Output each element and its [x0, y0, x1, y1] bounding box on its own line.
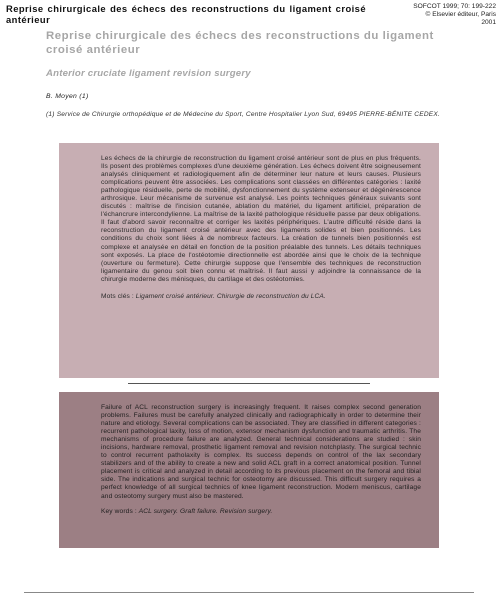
- affiliation: (1) Service de Chirurgie orthopédique et de Médecine du Sport, Centre Hospitalier Lyon Sud, 69495 PIERRE-BÉNITE CEDEX.: [46, 111, 441, 118]
- article-title-en: Anterior cruciate ligament revision surgery: [46, 68, 251, 79]
- footer-divider: [24, 592, 474, 593]
- journal-reference: [366, 3, 496, 28]
- author: B. Moyen (1): [46, 93, 89, 100]
- keywords-fr-items: Ligament croisé antérieur. Chirurgie de reconstruction du LCA.: [135, 292, 326, 300]
- abstract-en-body: Failure of ACL reconstruction surgery is increasingly frequent. It raises complex second generation problems. Failures must be carefully analyzed clinically and radiographically in order to determine their nature and etiology. Several complications can be associated. They are classified in different categories : recurrent pathological laxity, loss of motion, extensor mechanism dysfunction and traumatic arthritis. The mechanisms of procedure failure are analyzed. General technical considerations are studied : skin incisions, hardware removal, prosthetic ligament removal and revision notchplasty. The surgical technic to control recurrent patholaxity is complex. Its success depends on control of the lax secondary stabilizers and of the ability to create a new and solid ACL graft in a correct anatomical position. Tunnel placement is critical and analyzed in detail according to its previous placement on the femoral and tibial side. The indications and surgical technic for osteotomy are discussed. This difficult surgery requires a perfect knowledge of all surgical technics of knee ligament reconstruction. Modern meniscus, cartilage and osteotomy surgery must also be mastered.: [101, 404, 421, 500]
- abstract-fr: [59, 143, 439, 378]
- journal-publisher: © Elsevier éditeur, Paris: [425, 11, 496, 19]
- keywords-en: [101, 508, 421, 516]
- journal-citation: SOFCOT 1999; 70: 199-222: [413, 3, 496, 10]
- keywords-en-items: ACL surgery. Graft failure. Revision surgery.: [138, 507, 273, 515]
- keywords-en-label: Key words :: [101, 507, 137, 515]
- journal-year: 2001: [481, 19, 496, 27]
- keywords-fr-label: Mots clés :: [101, 292, 134, 300]
- abstract-fr-body: Les échecs de la chirurgie de reconstruction du ligament croisé antérieur sont de plus en plus fréquents. Ils posent des problèmes complexes d'une deuxième génération. Les échecs doivent être soigneusement analysés cliniquement et radiologiquement afin de déterminer leur nature et leurs causes. Plusieurs complications peuvent être associées. Les complications sont classées en différentes catégories : laxité pathologique résiduelle, perte de mobilité, dysfonctionnement du système extenseur et dégénérescence arthrosique. Leur mécanisme de survenue est analysé. Les points techniques généraux suivants sont discutés : maîtrise de l'incision cutanée, ablation du matériel, du ligament artificiel, préparation de l'échancrure intercondylienne. La maîtrise de la laxité pathologique résiduelle passe par deux obligations. Il faut d'abord savoir reconnaître et corriger les laxités périphériques. L'autre difficulté réside dans la reconstruction du ligament croisé antérieur avec des ligaments solides et bien positionnés. Les conditions du choix sont liées à de nombreux facteurs. La création de tunnels bien positionnés est complexe et analysée en détail en fonction de la position préalable des tunnels. Les détails techniques sont exposés. La place de l'ostéotomie directionnelle est abordée ainsi que le choix de la technique (ouverture ou fermeture). Cette chirurgie suppose que l'ensemble des techniques de reconstruction ligamentaire du genou soit bien connu et maîtrisé. Il faut aussi y adjoindre la connaissance de la chirurgie moderne des ménisques, du cartilage et des ostéotomies.: [101, 155, 421, 283]
- keywords-fr: [101, 293, 421, 301]
- abstract-en: [59, 392, 439, 548]
- running-title: Reprise chirurgicale des échecs des reconstructions du ligament croisé antérieur: [6, 3, 366, 25]
- section-divider: [128, 383, 370, 384]
- article-title-fr: Reprise chirurgicale des échecs des reconstructions du ligament croisé antérieur: [46, 30, 434, 56]
